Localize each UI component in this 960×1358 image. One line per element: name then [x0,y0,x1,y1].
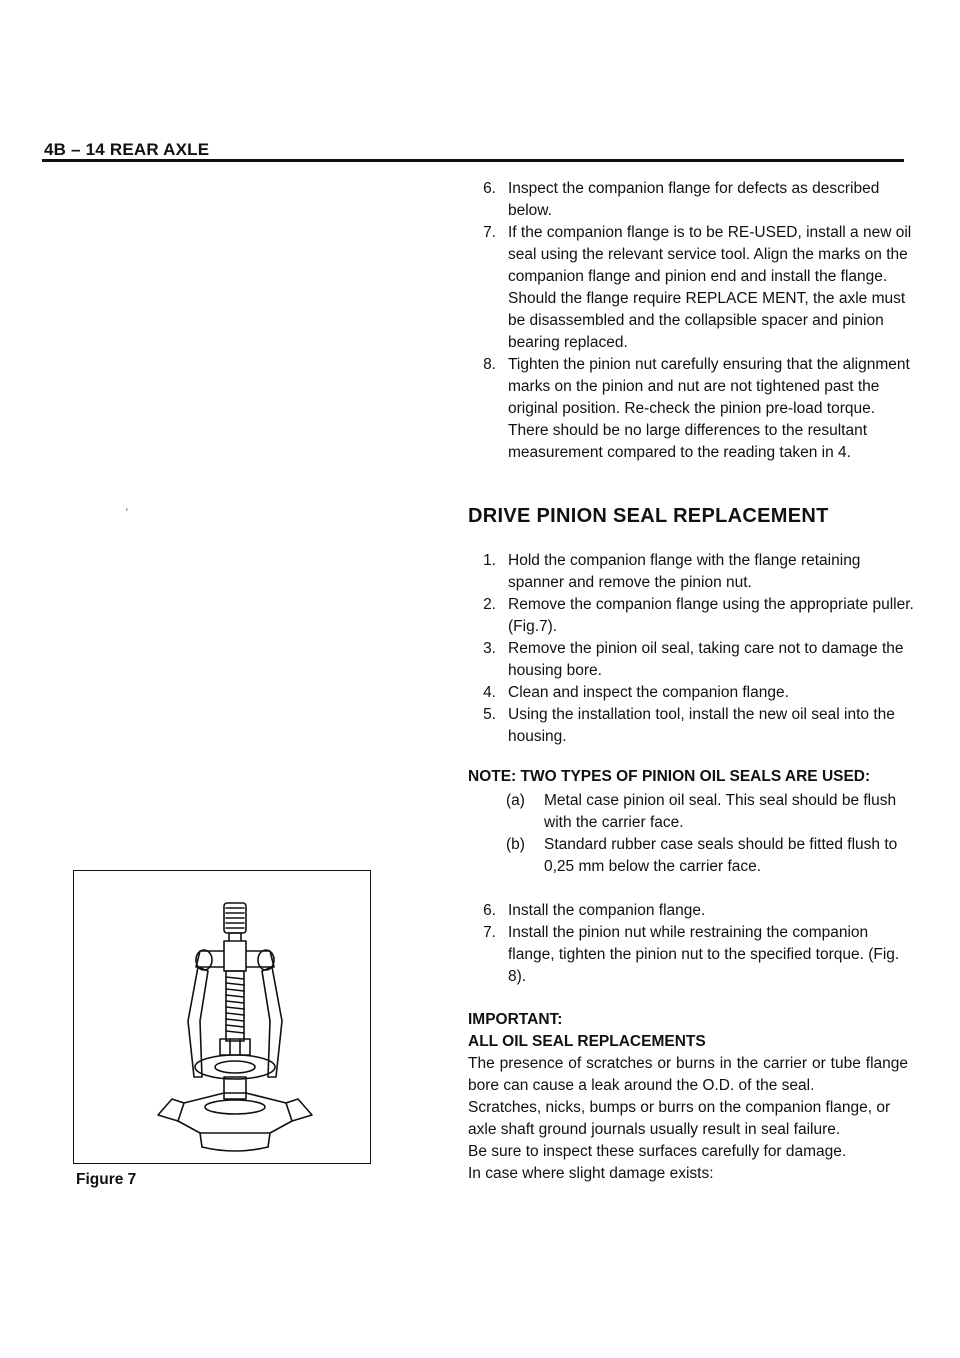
list-item [506,790,916,834]
list-item [468,638,916,682]
step-number: 5. [483,706,496,723]
note-heading: NOTE: TWO TYPES OF PINION OIL SEALS ARE USED: [468,768,871,785]
companion-flange [195,1055,275,1079]
note-list [506,790,916,878]
step-list [468,550,916,748]
step-list-2 [468,900,916,988]
important-subheading: ALL OIL SEAL REPLACEMENTS [468,1033,706,1050]
step-number: 6. [483,180,496,197]
list-item [468,594,916,638]
step-text: Install the pinion nut while restraining the companion flange, tighten the pinion nut to the specified torque. (Fig. 8). [508,924,900,985]
section-heading: DRIVE PINION SEAL REPLACEMENT [468,505,829,527]
page-header-title: 4B – 14 REAR AXLE [44,140,210,159]
tool-right-leg [262,967,282,1077]
item-label: (a) [506,792,525,809]
list-item [468,900,916,922]
list-item [468,178,916,222]
step-text: Install the companion flange. [508,902,706,919]
step-number: 8. [483,356,496,373]
step-text: Remove the companion flange using the appropriate puller. (Fig.7). [508,596,914,635]
step-number: 6. [483,902,496,919]
important-paragraph: Be sure to inspect these surfaces carefully for damage. [468,1143,847,1160]
list-item [468,222,916,354]
step-number: 1. [483,552,496,569]
step-number: 7. [483,924,496,941]
step-text: Remove the pinion oil seal, taking care not to damage the housing bore. [508,640,904,679]
list-item [468,922,916,988]
intro-step-list [468,178,916,464]
list-item [468,354,916,464]
important-paragraph: In case where slight damage exists: [468,1165,714,1182]
important-paragraph: The presence of scratches or burns in the carrier or tube flange bore can cause a leak around the O.D. of the seal. [468,1055,908,1094]
header-rule [42,159,904,162]
puller-tool-illustration [74,871,370,1163]
margin-mark: ’ [125,507,128,519]
important-paragraph: Scratches, nicks, bumps or burrs on the companion flange, or axle shaft ground journals usually result in seal failure. [468,1099,891,1138]
step-text: Clean and inspect the companion flange. [508,684,789,701]
tool-left-leg [188,967,208,1077]
step-number: 4. [483,684,496,701]
list-item [468,550,916,594]
step-text: Tighten the pinion nut carefully ensuring that the alignment marks on the pinion and nut are not tightened past the original position. Re-check the pinion pre-load torque. There should be no large differences to the resultant measurement compared to the reading taken in 4. [508,356,910,461]
list-item [468,682,916,704]
important-block [468,1009,908,1185]
item-text: Metal case pinion oil seal. This seal should be flush with the carrier face. [544,792,897,831]
list-item [468,704,916,748]
step-number: 2. [483,596,496,613]
step-text: Hold the companion flange with the flange retaining spanner and remove the pinion nut. [508,552,861,591]
figure-caption: Figure 7 [76,1171,137,1188]
figure-7-frame [73,870,371,1164]
step-number: 3. [483,640,496,657]
item-label: (b) [506,836,525,853]
item-text: Standard rubber case seals should be fitted flush to 0,25 mm below the carrier face. [544,836,898,875]
step-number: 7. [483,224,496,241]
important-label: IMPORTANT: [468,1011,563,1028]
step-text: Inspect the companion flange for defects as described below. [508,180,880,219]
list-item [506,834,916,878]
step-text: Using the installation tool, install the new oil seal into the housing. [508,706,895,745]
step-text: If the companion flange is to be RE-USED, install a new oil seal using the relevant service tool. Align the marks on the companion flange and pinion end and install the flange. Should the flange require REPLACE MENT, the axle must be disassembled and the collapsible spacer and pinion bearing replaced. [508,224,912,351]
